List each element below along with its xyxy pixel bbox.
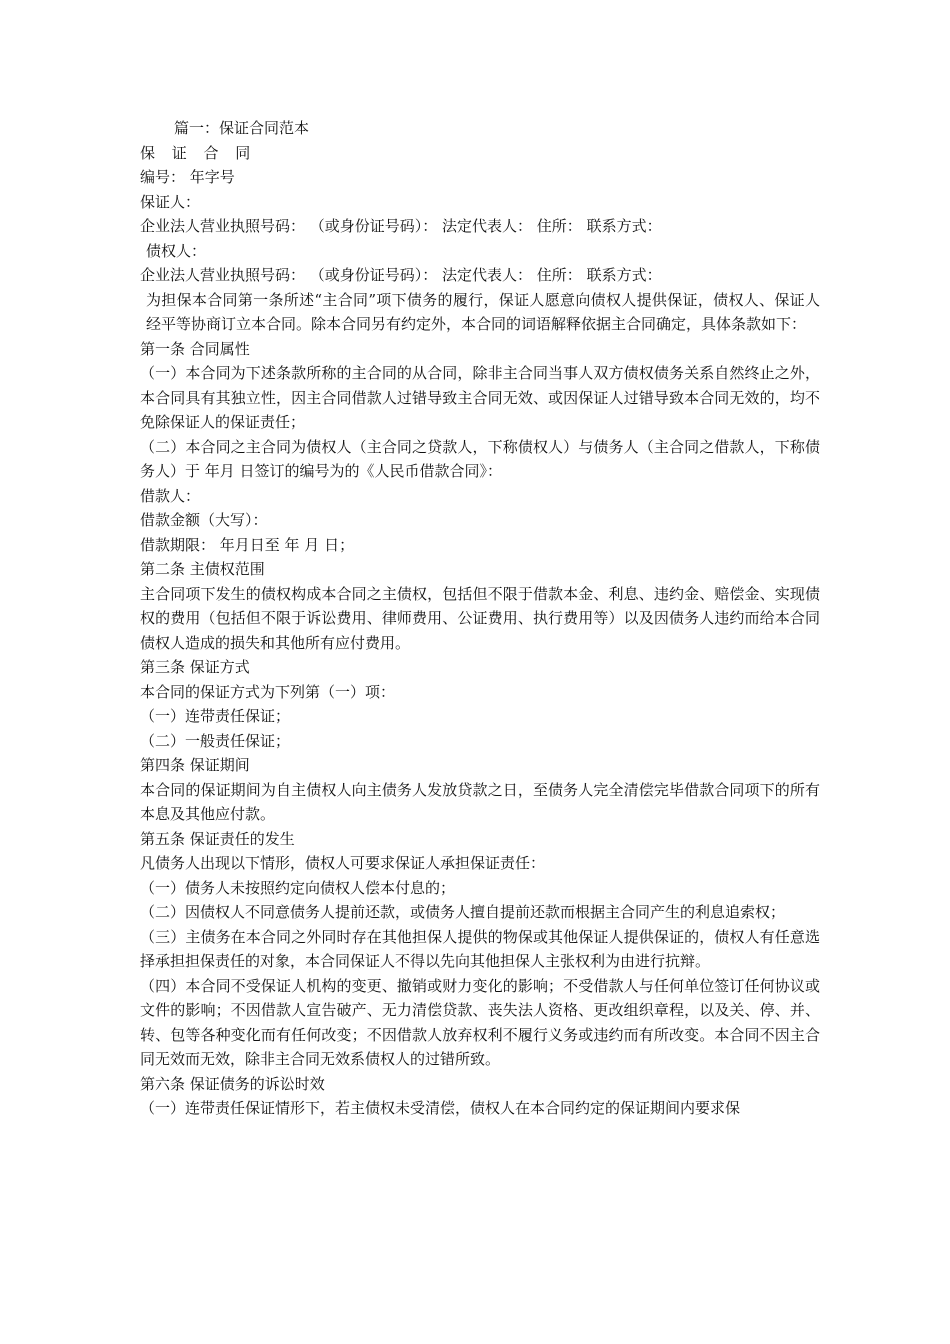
article-3-option-2: （二）一般责任保证； bbox=[140, 731, 291, 750]
article-5-title: 第五条 保证责任的发生 bbox=[140, 829, 295, 848]
article-3-title: 第三条 保证方式 bbox=[140, 658, 250, 676]
article-1-clause-2: （二）本合同之主合同为债权人（主合同之贷款人，下称债权人）与债务人（主合同之借款人，下称债务人）于 年月 日签订的编号为的《人民币借款合同》： bbox=[140, 437, 820, 480]
contract-number: 编号： 年字号 bbox=[140, 168, 235, 186]
article-1-title: 第一条 合同属性 bbox=[140, 339, 250, 358]
guarantor-info: 企业法人营业执照号码： （或身份证号码）： 法定代表人： 住所： 联系方式： bbox=[140, 217, 662, 235]
guarantor-label: 保证人： bbox=[140, 192, 201, 211]
article-3-paragraph: 本合同的保证方式为下列第（一）项： bbox=[140, 682, 396, 701]
article-5-item-1: （一）债务人未按照约定向债权人偿本付息的； bbox=[140, 878, 456, 897]
article-2-paragraph: 主合同项下发生的债权构成本合同之主债权，包括但不限于借款本金、利息、违约金、赔偿金、实现债权的费用（包括但不限于诉讼费用、律师费用、公证费用、执行费用等）以及因债务人违约而给本合同债权人造成的损失和其他所有应付费用。 bbox=[140, 584, 820, 652]
article-5-paragraph: 凡债务人出现以下情形，债权人可要求保证人承担保证责任： bbox=[140, 854, 546, 872]
creditor-label: 债权人： bbox=[146, 241, 207, 260]
article-6-item-1: （一）连带责任保证情形下，若主债权未受清偿，债权人在本合同约定的保证期间内要求保 bbox=[140, 1099, 741, 1117]
article-4-paragraph: 本合同的保证期间为自主债权人向主债务人发放贷款之日，至债务人完全清偿完毕借款合同项下的所有本息及其他应付款。 bbox=[140, 780, 820, 823]
article-5-item-3: （三）主债务在本合同之外同时存在其他担保人提供的物保或其他保证人提供保证的，债权人有任意选择承担担保责任的对象，本合同保证人不得以先向其他担保人主张权利为由进行抗辩。 bbox=[140, 927, 820, 970]
article-2-title: 第二条 主债权范围 bbox=[140, 560, 265, 578]
contract-title: 保 证 合 同 bbox=[140, 143, 257, 162]
preamble-paragraph: 为担保本合同第一条所述“主合同”项下债务的履行，保证人愿意向债权人提供保证，债权人、保证人经平等协商订立本合同。除本合同另有约定外，本合同的词语解释依据主合同确定，具体条款如下： bbox=[146, 290, 820, 333]
article-5-item-4: （四）本合同不受保证人机构的变更、撤销或财力变化的影响；不受借款人与任何单位签订任何协议或文件的影响；不因借款人宣告破产、无力清偿贷款、丧失法人资格、更改组织章程，以及关、停、并、转、包等各种变化而有任何改变；不因借款人放弃权利不履行义务或违约而有所改变。本合同不因主合同无效而无效，除非主合同无效系债权人的过错所致。 bbox=[140, 976, 820, 1068]
creditor-info: 企业法人营业执照号码： （或身份证号码）： 法定代表人： 住所： 联系方式： bbox=[140, 266, 662, 284]
article-4-title: 第四条 保证期间 bbox=[140, 756, 250, 774]
article-3-option-1: （一）连带责任保证； bbox=[140, 707, 291, 725]
document-heading: 篇一：保证合同范本 bbox=[174, 119, 310, 137]
article-5-item-2: （二）因债权人不同意债务人提前还款，或债务人擅自提前还款而根据主合同产生的利息追索权； bbox=[140, 903, 786, 921]
document-page bbox=[140, 116, 820, 1121]
borrower-label: 借款人： bbox=[140, 486, 201, 505]
article-1-clause-1: （一）本合同为下述条款所称的主合同的从合同，除非主合同当事人双方债权债务关系自然终止之外，本合同具有其独立性，因主合同借款人过错导致主合同无效、或因保证人过错导致本合同无效的，均不免除保证人的保证责任； bbox=[140, 364, 820, 431]
loan-term-label: 借款期限： 年月日至 年 月 日； bbox=[140, 535, 355, 554]
article-6-title: 第六条 保证债务的诉讼时效 bbox=[140, 1074, 325, 1093]
loan-amount-label: 借款金额（大写）： bbox=[140, 511, 268, 529]
